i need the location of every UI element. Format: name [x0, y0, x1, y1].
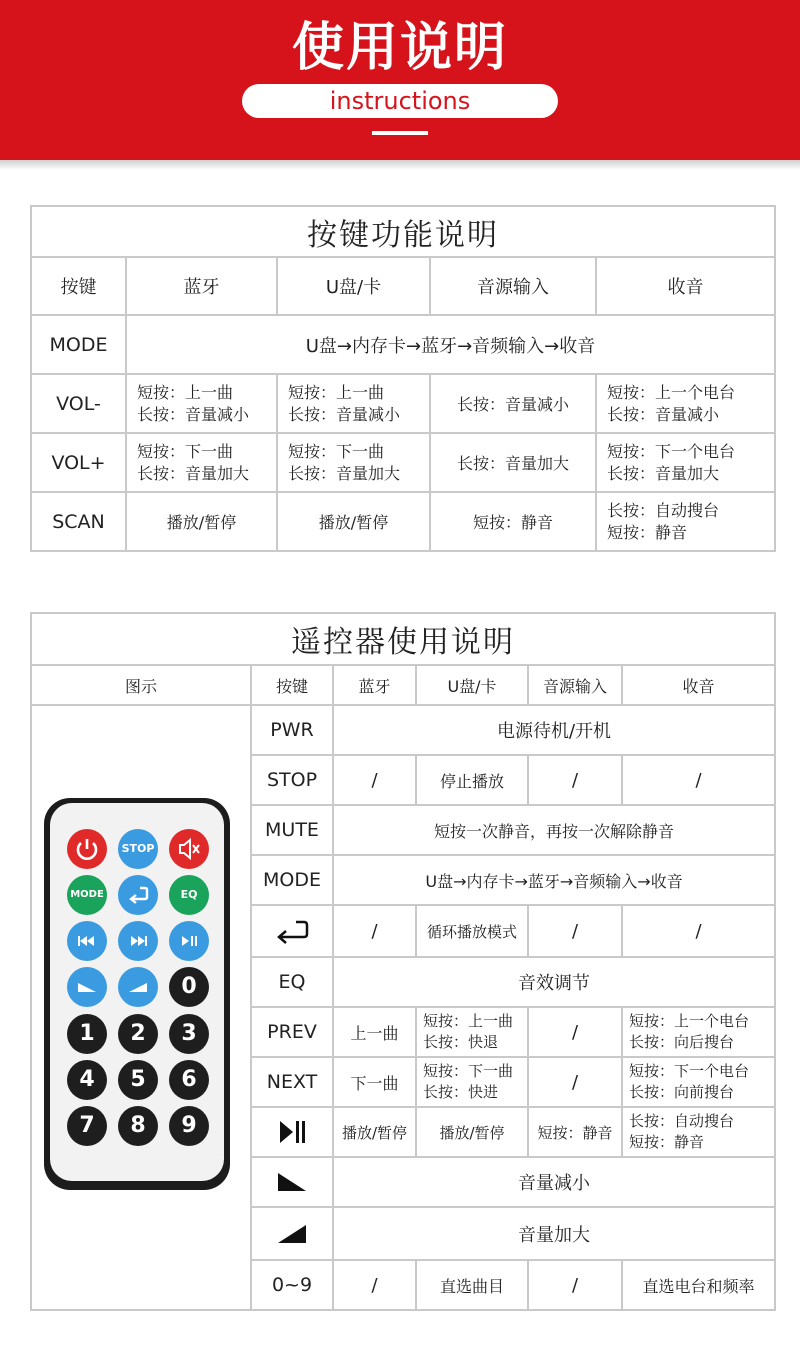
mode-description: U盘→内存卡→蓝牙→音频输入→收音	[126, 315, 775, 374]
prev-radio: 短按：上一个电台 长按：向后搜台	[622, 1007, 775, 1057]
header-usb-card: U盘/卡	[277, 257, 430, 315]
key-play-pause	[251, 1107, 333, 1157]
scan-radio: 长按：自动搜台 短按：静音	[596, 492, 775, 551]
banner-shadow	[0, 160, 800, 170]
next-icon	[118, 921, 158, 961]
scan-aux: 短按：静音	[430, 492, 596, 551]
header-banner	[0, 0, 800, 160]
remote-play-pause-button	[169, 921, 209, 961]
remote-digit-5: 5	[118, 1060, 158, 1100]
key-vol-plus: VOL+	[31, 433, 126, 492]
volume-down-icon	[276, 1171, 308, 1193]
subtitle-pill: instructions	[242, 84, 558, 118]
remote-repeat-button	[118, 875, 158, 915]
mode-description: U盘→内存卡→蓝牙→音频输入→收音	[333, 855, 775, 905]
header-key: 按键	[31, 257, 126, 315]
remote-power-button	[67, 829, 107, 869]
vol-plus-radio: 短按：下一个电台 长按：音量加大	[596, 433, 775, 492]
key-prev: PREV	[251, 1007, 333, 1057]
next-aux: /	[528, 1057, 622, 1107]
play-aux: 短按：静音	[528, 1107, 622, 1157]
key-mode: MODE	[31, 315, 126, 374]
table-row	[31, 433, 775, 492]
key-digits: 0~9	[251, 1260, 333, 1310]
stop-usb: 停止播放	[416, 755, 528, 805]
key-volume-down	[251, 1157, 333, 1207]
play-radio: 长按：自动搜台 短按：静音	[622, 1107, 775, 1157]
repeat-icon	[118, 875, 158, 915]
pwr-description: 电源待机/开机	[333, 705, 775, 755]
remote-digit-9: 9	[169, 1106, 209, 1146]
next-usb: 短按：下一曲 长按：快进	[416, 1057, 528, 1107]
header-radio: 收音	[596, 257, 775, 315]
remote-digit-4: 4	[67, 1060, 107, 1100]
volume-down-icon	[67, 967, 107, 1007]
key-function-table	[30, 205, 776, 552]
vol-plus-aux: 长按：音量加大	[430, 433, 596, 492]
scan-usb: 播放/暂停	[277, 492, 430, 551]
power-icon	[67, 829, 107, 869]
vol-minus-radio: 短按：上一个电台 长按：音量减小	[596, 374, 775, 433]
volume-up-description: 音量加大	[333, 1207, 775, 1260]
digits-usb: 直选曲目	[416, 1260, 528, 1310]
mute-description: 短按一次静音，再按一次解除静音	[333, 805, 775, 855]
remote-control-image	[44, 798, 230, 1190]
remote-volume-down-button	[67, 967, 107, 1007]
vol-plus-bt: 短按：下一曲 长按：音量加大	[126, 433, 277, 492]
prev-bt: 上一曲	[333, 1007, 416, 1057]
digits-bt: /	[333, 1260, 416, 1310]
stop-bt: /	[333, 755, 416, 805]
key-scan: SCAN	[31, 492, 126, 551]
table-row	[31, 705, 775, 755]
key-mode: MODE	[251, 855, 333, 905]
next-bt: 下一曲	[333, 1057, 416, 1107]
remote-mode-button: MODE	[67, 875, 107, 915]
prev-aux: /	[528, 1007, 622, 1057]
table-row	[31, 492, 775, 551]
vol-minus-bt: 短按：上一曲 长按：音量减小	[126, 374, 277, 433]
key-table-title: 按键功能说明	[31, 206, 775, 257]
play-pause-icon	[169, 921, 209, 961]
header-bluetooth: 蓝牙	[333, 665, 416, 705]
key-pwr: PWR	[251, 705, 333, 755]
key-stop: STOP	[251, 755, 333, 805]
next-radio: 短按：下一个电台 长按：向前搜台	[622, 1057, 775, 1107]
remote-mute-button	[169, 829, 209, 869]
eq-description: 音效调节	[333, 957, 775, 1007]
header-key: 按键	[251, 665, 333, 705]
remote-next-button	[118, 921, 158, 961]
scan-bt: 播放/暂停	[126, 492, 277, 551]
remote-prev-button	[67, 921, 107, 961]
key-eq: EQ	[251, 957, 333, 1007]
volume-up-icon	[276, 1223, 308, 1245]
header-bluetooth: 蓝牙	[126, 257, 277, 315]
remote-digit-8: 8	[118, 1106, 158, 1146]
vol-plus-usb: 短按：下一曲 长按：音量加大	[277, 433, 430, 492]
repeat-usb: 循环播放模式	[416, 905, 528, 957]
volume-up-icon	[118, 967, 158, 1007]
play-usb: 播放/暂停	[416, 1107, 528, 1157]
key-volume-up	[251, 1207, 333, 1260]
remote-stop-button: STOP	[118, 829, 158, 869]
stop-aux: /	[528, 755, 622, 805]
remote-digit-0: 0	[169, 967, 209, 1007]
digits-aux: /	[528, 1260, 622, 1310]
vol-minus-aux: 长按：音量减小	[430, 374, 596, 433]
prev-usb: 短按：上一曲 长按：快退	[416, 1007, 528, 1057]
remote-digit-3: 3	[169, 1014, 209, 1054]
previous-icon	[67, 921, 107, 961]
vol-minus-usb: 短按：上一曲 长按：音量减小	[277, 374, 430, 433]
table-row	[31, 374, 775, 433]
header-aux: 音源输入	[528, 665, 622, 705]
remote-volume-up-button	[118, 967, 158, 1007]
key-vol-minus: VOL-	[31, 374, 126, 433]
repeat-icon	[274, 918, 310, 944]
remote-face	[50, 803, 224, 1181]
title-underline	[372, 131, 428, 135]
digits-radio: 直选电台和频率	[622, 1260, 775, 1310]
repeat-radio: /	[622, 905, 775, 957]
remote-table-title: 遥控器使用说明	[31, 613, 775, 665]
repeat-aux: /	[528, 905, 622, 957]
remote-digit-6: 6	[169, 1060, 209, 1100]
key-mute: MUTE	[251, 805, 333, 855]
repeat-bt: /	[333, 905, 416, 957]
volume-down-description: 音量减小	[333, 1157, 775, 1207]
header-illustration: 图示	[31, 665, 251, 705]
play-pause-icon	[277, 1119, 307, 1145]
header-aux: 音源输入	[430, 257, 596, 315]
remote-digit-2: 2	[118, 1014, 158, 1054]
mute-icon	[169, 829, 209, 869]
stop-radio: /	[622, 755, 775, 805]
page-title: 使用说明	[291, 18, 508, 78]
key-repeat	[251, 905, 333, 957]
play-bt: 播放/暂停	[333, 1107, 416, 1157]
remote-digit-1: 1	[67, 1014, 107, 1054]
header-radio: 收音	[622, 665, 775, 705]
remote-eq-button: EQ	[169, 875, 209, 915]
header-usb-card: U盘/卡	[416, 665, 528, 705]
key-next: NEXT	[251, 1057, 333, 1107]
remote-digit-7: 7	[67, 1106, 107, 1146]
